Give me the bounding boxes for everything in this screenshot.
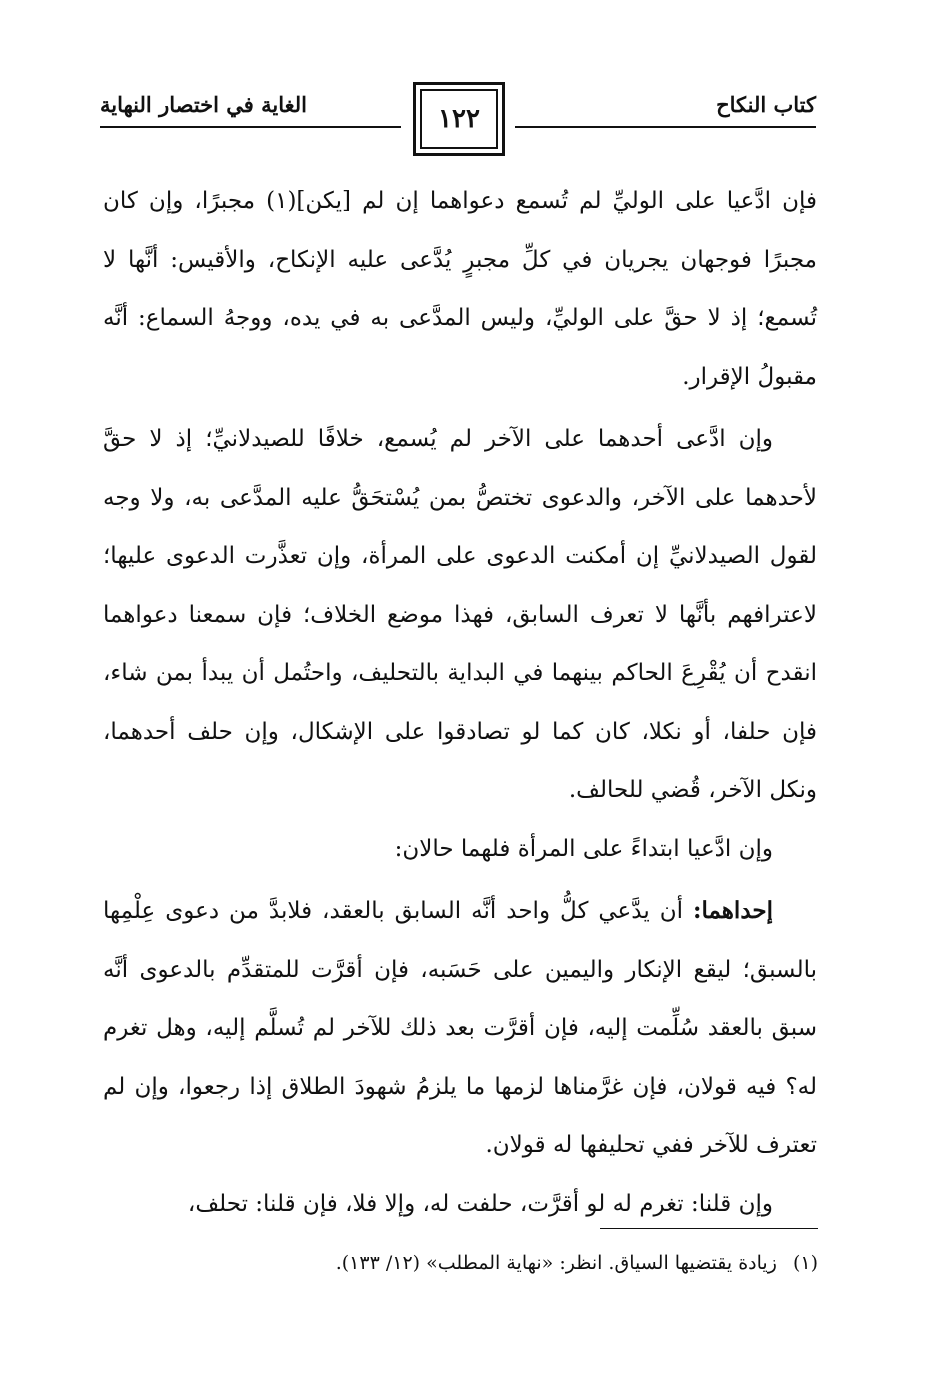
paragraph-text: أن يدَّعي كلُّ واحد أنَّه السابق بالعقد، فلابدَّ من دعوى عِلْمِها بالسبق؛ ليقع الإنكار واليمين على حَسَبه، فإن أقرَّت للمتقدِّم بالدعوى أنَّه سبق بالعقد سُلِّمت إليه، فإن أقرَّت بعد ذلك للآخر لم تُسلَّم إليه، وهل تغرم له؟ فيه قولان، فإن غرَّمناها لزمها ما يلزمُ شهودَ الطلاق إذا رجعوا، وإن لم تعترف للآخر ففي تحليفها له قولان. [103,898,817,1158]
paragraph-text: وإن ادَّعى أحدهما على الآخر لم يُسمع، خلافًا للصيدلانيِّ؛ إذ لا حقَّ لأحدهما على الآخر، والدعوى تختصُّ بمن يُسْتحَقُّ عليه المدَّعى به، ولا وجه لقول الصيدلانيِّ إن أمكنت الدعوى على المرأة، وإن تعذَّرت الدعوى عليها؛ لاعترافهم بأنَّها لا تعرف السابق، فهذا موضع الخلاف؛ فإن سمعنا دعواهما انقدح أن يُقْرِعَ الحاكم بينهما في البداية بالتحليف، واحتُمل أن يبدأ بمن شاء، فإن حلفا، أو نكلا، كان كما لو تصادقوا على الإشكال، وإن حلف أحدهما، ونكل الآخر، قُضي للحالف. [103,426,817,803]
footnote-number: (١) [792,1252,818,1274]
main-text [103,172,817,1233]
page-number-frame [413,82,505,156]
paragraph-3 [103,820,817,879]
header-rule-left [100,126,401,128]
paragraph-2 [103,410,817,820]
footnote-text: زيادة يقتضيها السياق. انظر: «نهاية المطلب» (١٢/ ١٣٣). [335,1252,777,1274]
footnote [150,1252,818,1274]
paragraph-4 [103,882,817,1175]
paragraph-text: فإن ادَّعيا على الوليِّ لم تُسمع دعواهما إن لم [يكن](١) مجبرًا، وإن كان مجبرًا فوجهان يجريان في كلِّ مجبرٍ يُدَّعى عليه الإنكاح، والأقيس: أنَّها لا تُسمع؛ إذ لا حقَّ على الوليِّ، وليس المدَّعى به في يده، ووجهُ السماع: أنَّه مقبولُ الإقرار. [103,188,817,390]
header-rule-right [515,126,816,128]
paragraph-text: وإن ادَّعيا ابتداءً على المرأة فلهما حالان: [394,835,773,862]
page-number: ١٢٢ [438,104,480,134]
footnote-separator [600,1228,818,1229]
paragraph-5 [103,1175,817,1234]
work-title: الغاية في اختصار النهاية [100,92,307,117]
paragraph-text: وإن قلنا: تغرم له لو أقرَّت، حلفت له، وإلا فلا، فإن قلنا: تحلف، [187,1190,773,1217]
paragraph-lead: إحداهما: [693,897,773,924]
book-title: كتاب النكاح [716,92,816,117]
paragraph-1 [103,172,817,406]
page-header [100,80,816,160]
